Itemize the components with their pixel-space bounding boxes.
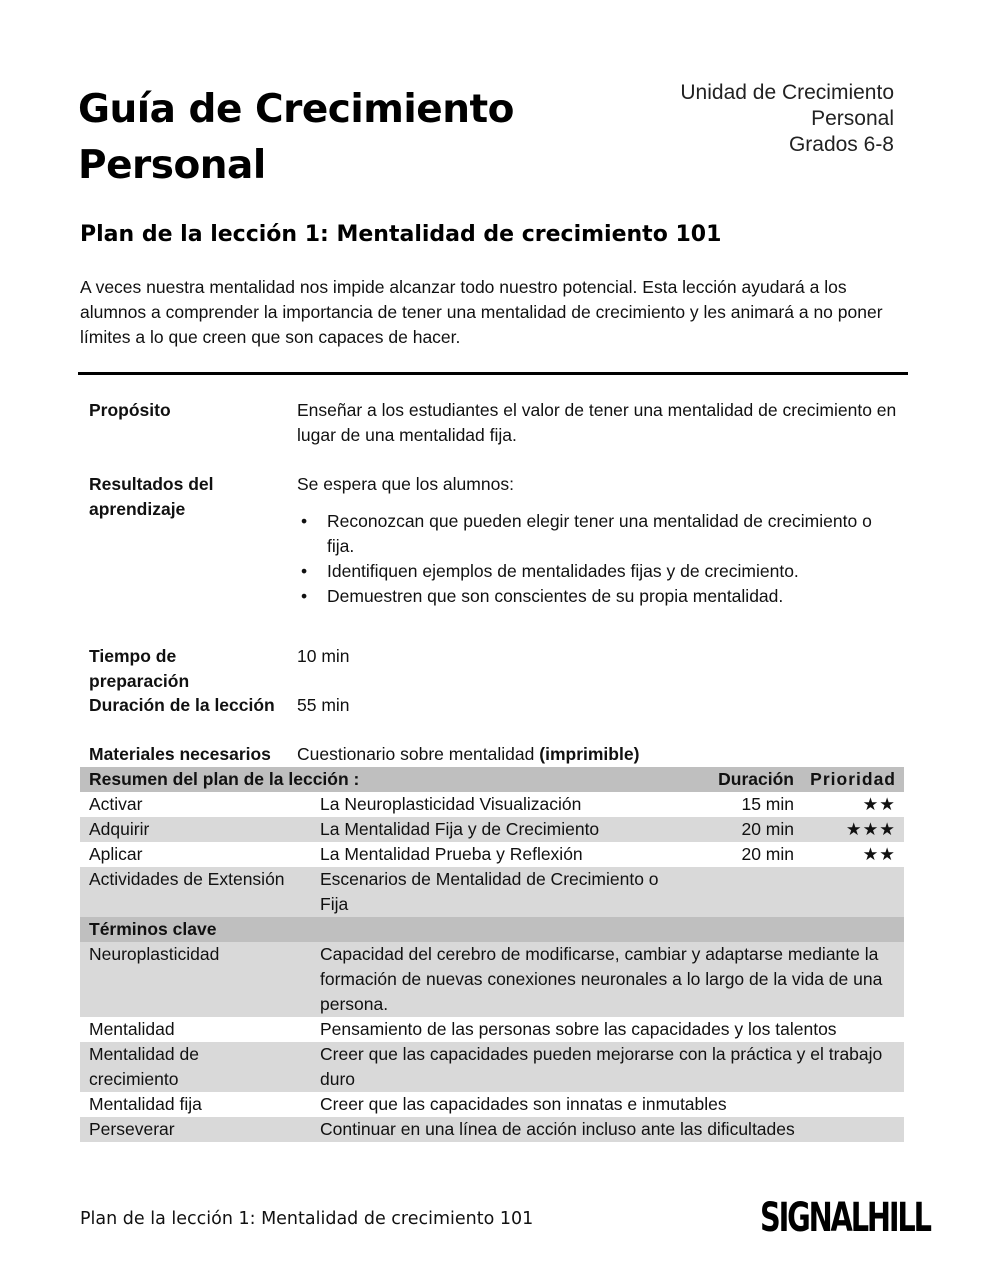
outcomes-list — [297, 509, 897, 609]
summary-header-priority: Prioridad — [810, 769, 896, 789]
summary-header-duration: Duración — [718, 769, 794, 789]
summary-priority-stars: ★★★ — [845, 819, 896, 839]
materials-value — [297, 742, 897, 767]
signalhill-logo: SIGNALHILL — [760, 1195, 930, 1241]
title-line-2: Personal — [78, 143, 266, 188]
term-definition: Capacidad del cerebro de modificarse, cambiar y adaptarse mediante la formación de nuevas conexiones neuronales a lo largo de la vida de una persona. — [320, 944, 883, 1014]
prep-label: Tiempo de preparación — [89, 646, 190, 691]
materials-text: Cuestionario sobre mentalidad — [297, 744, 535, 764]
summary-row — [80, 817, 904, 842]
footer-text: Plan de la lección 1: Mentalidad de crecimiento 101 — [80, 1209, 534, 1229]
term-name: Neuroplasticidad — [89, 944, 220, 964]
document-title — [78, 82, 598, 194]
summary-priority-stars: ★★ — [862, 794, 896, 814]
term-name: Mentalidad fija — [89, 1094, 202, 1114]
term-name: Mentalidad de crecimiento — [89, 1044, 199, 1089]
unit-line-1: Unidad de Crecimiento — [680, 81, 894, 104]
outcomes-value — [297, 472, 897, 609]
summary-duration: 15 min — [741, 794, 794, 814]
outcomes-label: Resultados del aprendizaje — [89, 474, 214, 519]
summary-row — [80, 867, 904, 917]
summary-duration: 20 min — [741, 819, 794, 839]
term-row — [80, 1042, 904, 1092]
summary-activity: La Mentalidad Fija y de Crecimiento — [320, 819, 600, 839]
outcome-item: • Reconozcan que pueden elegir tener una mentalidad de crecimiento o fija. — [297, 509, 897, 559]
terms-header-row — [80, 917, 904, 942]
lesson-title: Plan de la lección 1: Mentalidad de crecimiento 101 — [80, 222, 722, 247]
term-row — [80, 942, 904, 1017]
purpose-value: Enseñar a los estudiantes el valor de tener una mentalidad de crecimiento en lugar de una mentalidad fija. — [297, 400, 897, 445]
duration-label: Duración de la lección — [89, 695, 275, 715]
summary-activity: La Mentalidad Prueba y Reflexión — [320, 844, 583, 864]
materials-label: Materiales necesarios — [89, 744, 271, 764]
summary-header-label: Resumen del plan de la lección : — [89, 769, 360, 789]
intro-paragraph: A veces nuestra mentalidad nos impide alcanzar todo nuestro potencial. Esta lección ayudará a los alumnos a comprender la importancia de tener una mentalidad de crecimiento y les animará a no poner límites a lo que creen que son capaces de hacer. — [80, 277, 883, 347]
term-row — [80, 1092, 904, 1117]
term-definition: Creer que las capacidades pueden mejorarse con la práctica y el trabajo duro — [320, 1044, 883, 1089]
unit-grades: Grados 6-8 — [788, 133, 894, 156]
summary-row — [80, 842, 904, 867]
summary-phase: Aplicar — [89, 844, 143, 864]
purpose-label: Propósito — [89, 400, 171, 420]
summary-activity: Escenarios de Mentalidad de Crecimiento o Fija — [320, 869, 659, 914]
term-row — [80, 1117, 904, 1142]
unit-info — [574, 80, 894, 158]
lesson-summary-table — [80, 767, 904, 1142]
outcome-item: • Identifiquen ejemplos de mentalidades fijas y de crecimiento. — [297, 559, 897, 584]
term-name: Perseverar — [89, 1119, 175, 1139]
summary-phase: Actividades de Extensión — [89, 869, 285, 889]
title-line-1: Guía de Crecimiento — [78, 87, 514, 132]
term-definition: Creer que las capacidades son innatas e inmutables — [320, 1094, 727, 1114]
section-divider — [78, 372, 908, 375]
summary-duration: 20 min — [741, 844, 794, 864]
summary-phase: Adquirir — [89, 819, 150, 839]
summary-activity: La Neuroplasticidad Visualización — [320, 794, 582, 814]
materials-printable: (imprimible) — [539, 744, 640, 764]
term-name: Mentalidad — [89, 1019, 175, 1039]
unit-line-2: Personal — [811, 107, 894, 130]
term-definition: Continuar en una línea de acción incluso ante las dificultades — [320, 1119, 795, 1139]
terms-header: Términos clave — [89, 919, 217, 939]
summary-header-row — [80, 767, 904, 792]
summary-priority-stars: ★★ — [862, 844, 896, 864]
summary-phase: Activar — [89, 794, 143, 814]
duration-value: 55 min — [297, 695, 350, 715]
outcomes-intro: Se espera que los alumnos: — [297, 474, 514, 494]
term-definition: Pensamiento de las personas sobre las capacidades y los talentos — [320, 1019, 837, 1039]
outcome-item: • Demuestren que son conscientes de su propia mentalidad. — [297, 584, 897, 609]
summary-row — [80, 792, 904, 817]
term-row — [80, 1017, 904, 1042]
prep-value: 10 min — [297, 646, 350, 666]
